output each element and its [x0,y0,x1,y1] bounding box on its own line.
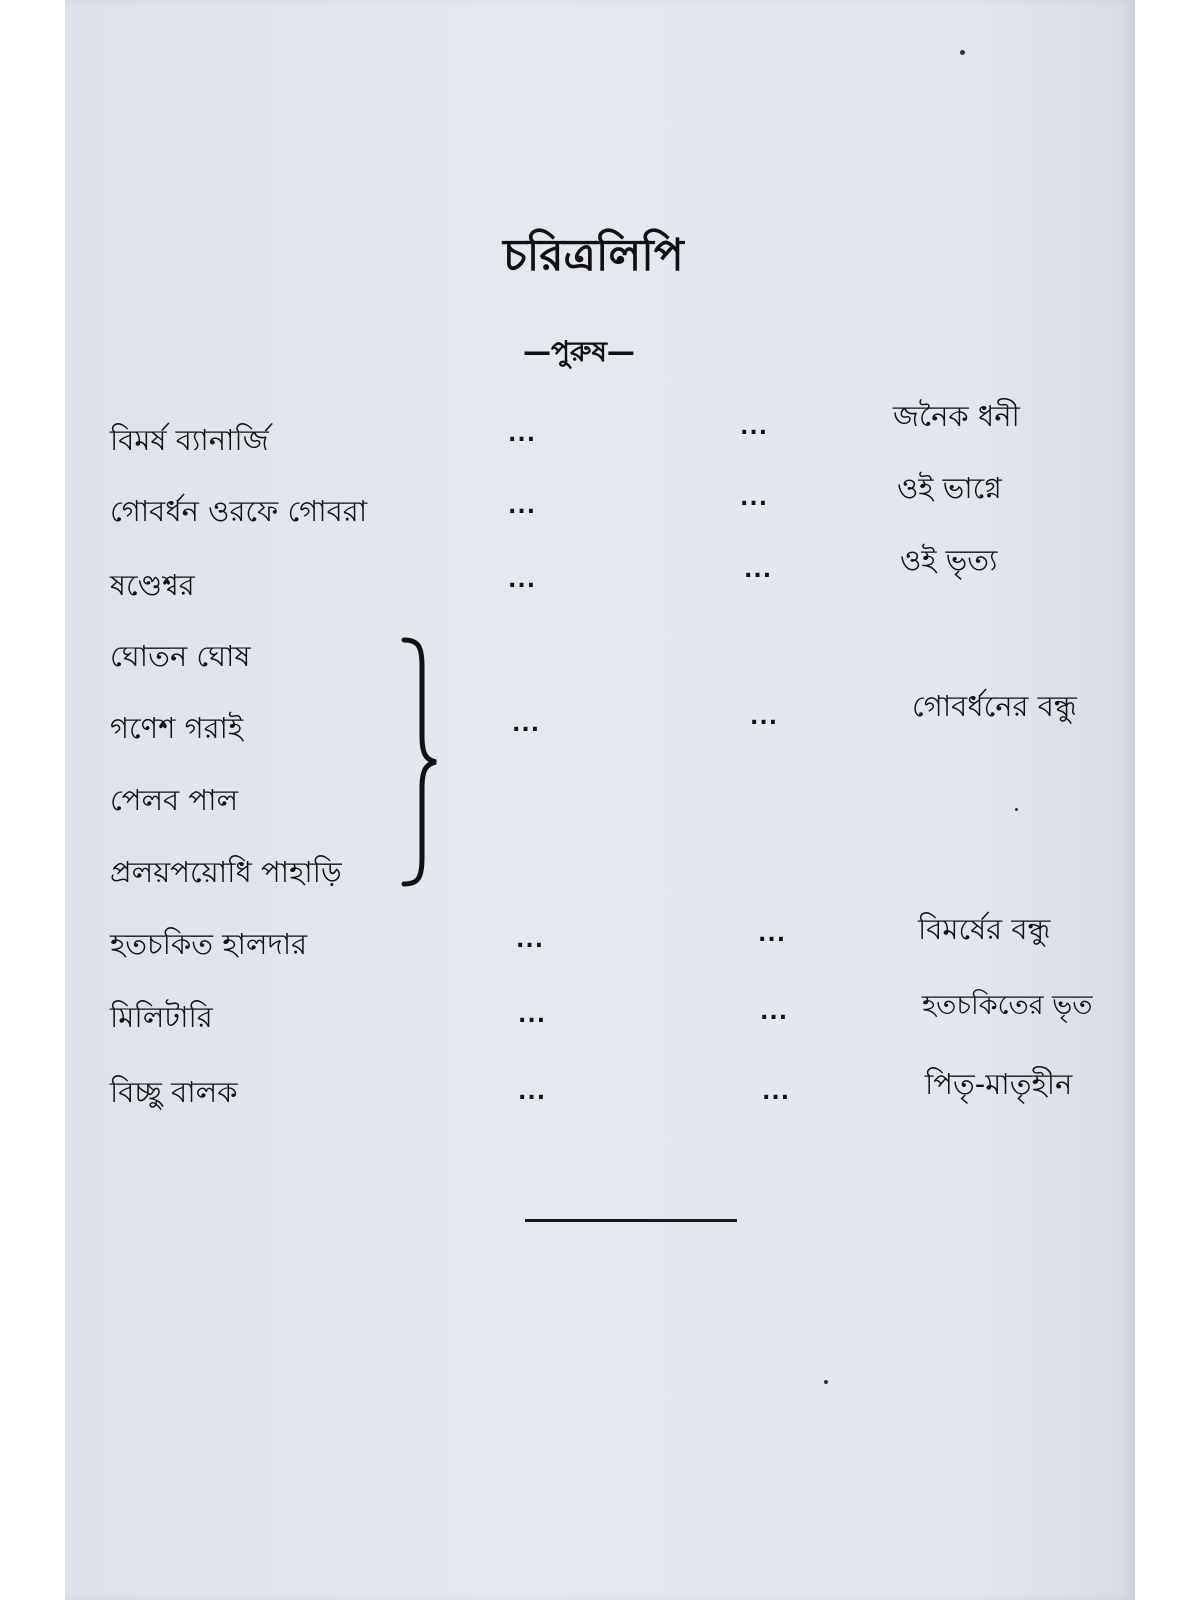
leader-dots: ... [760,1000,789,1025]
leader-dots: ... [512,712,541,737]
character-role: পিতৃ-মাতৃহীন [925,1067,1073,1101]
paper-speck [824,1380,828,1384]
character-role: জনৈক ধনী [893,399,1020,433]
page-title: চরিত্রলিপি [503,230,684,281]
character-role: ওই ভাগ্নে [897,471,1002,505]
character-role: হতচকিতের ভৃত [922,990,1093,1021]
leader-dots: ... [740,486,769,511]
character-name: প্রলয়পয়োধি পাহাড়ি [110,855,342,889]
leader-dots: ... [762,1080,791,1105]
grouping-brace [400,636,440,888]
leader-dots: ... [518,1003,547,1028]
character-role: বিমর্ষের বন্ধু [918,912,1051,946]
character-name: হতচকিত হালদার [110,927,308,961]
section-divider-line [525,1219,737,1222]
character-name: পেলব পাল [110,783,239,817]
leader-dots: ... [516,928,545,953]
character-role: গোবর্ধনের বন্ধু [912,689,1077,723]
character-role: ওই ভৃত্য [900,543,998,577]
paper-speck [960,50,965,55]
leader-dots: ... [518,1080,547,1105]
leader-dots: ... [508,568,537,593]
character-name: মিলিটারি [110,1000,213,1034]
character-name: বিচ্ছু বালক [110,1075,238,1109]
paper-speck [1015,808,1018,811]
leader-dots: ... [744,558,773,583]
leader-dots: ... [750,705,779,730]
character-name: বিমর্ষ ব্যানার্জি [110,423,269,457]
leader-dots: ... [740,415,769,440]
character-name: ঘোতন ঘোষ [110,639,251,673]
leader-dots: ... [508,422,537,447]
leader-dots: ... [758,922,787,947]
leader-dots: ... [508,494,537,519]
character-name: গণেশ গরাই [110,711,244,745]
section-heading: —পুরুষ— [523,335,635,368]
character-name: গোবর্ধন ওরফে গোবরা [110,494,368,528]
character-name: ষণ্ডেশ্বর [110,568,195,602]
